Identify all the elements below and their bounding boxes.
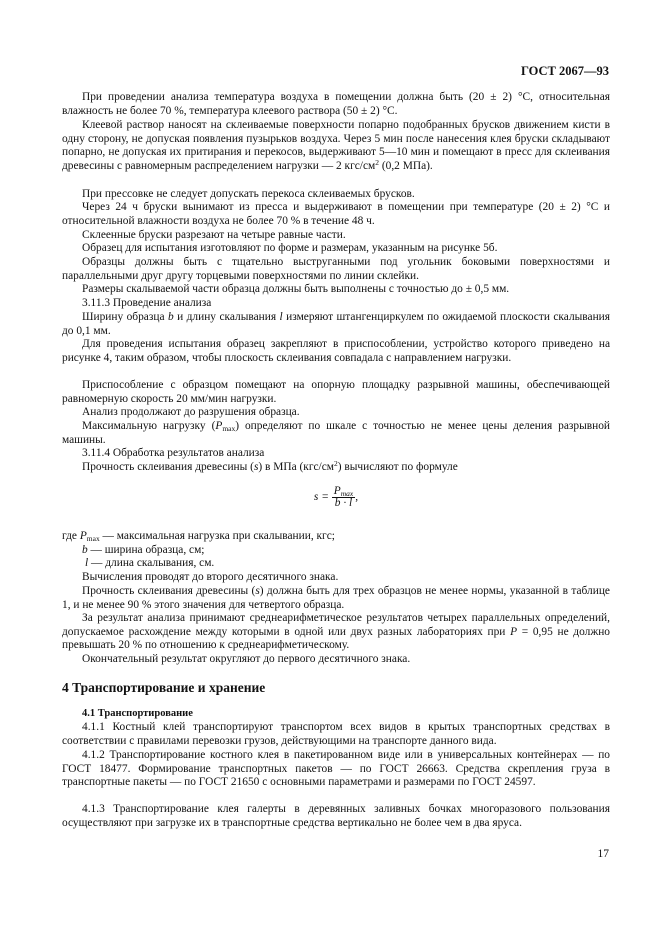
text: — ширина образца, см; (87, 544, 205, 556)
text: ) должна быть для трех образцов не менее нормы, указанной в таблице 1, и не менее 90 % этого значения для четвертого образца. (62, 585, 610, 611)
paragraph: Приспособление с образцом помещают на опорную площадку разрывной машины, обеспечивающей равномерную скорость 20 мм/мин нагрузки. (62, 379, 610, 405)
paragraph (62, 612, 610, 653)
text: Клеевой раствор наносят на склеиваемые поверхности попарно подобранных брусков движением кисти в одну сторону, не допуская появления пузырьков воздуха. Через 5 мин после нанесения клея бруски складывают попарно, не допуская их притирания и перекосов, выдерживают 5—10 мин и помещают в пресс для склеивания древесины с равномерным распределением нагрузки — 2 кгс/см (62, 119, 610, 172)
definition (85, 557, 605, 571)
subscript: max (222, 424, 236, 433)
superscript: 2 (333, 459, 338, 468)
var-l: l (85, 557, 89, 569)
paragraph (62, 420, 610, 447)
paragraph: Склеенные бруски разрезают на четыре равные части. (82, 229, 346, 241)
text: ) определяют по шкале с точностью не менее цены деления разрывной машины. (62, 420, 611, 446)
paragraph (62, 461, 610, 475)
paragraph: Через 24 ч бруски вынимают из пресса и выдерживают в помещении при температуре (20 ± 2) °С и относительной влажности воздуха не более 70 % в течение 48 ч. (62, 201, 610, 227)
formula (62, 486, 610, 509)
formula-lhs: s = (313, 491, 329, 504)
text: Прочность склеивания древесины ( (82, 461, 254, 473)
paragraph: Для проведения испытания образец закрепляют в приспособлении, устройство которого приведено на рисунке 4, таким образом, чтобы плоскость склеивания совпадала с направлением нагрузки. (62, 338, 610, 364)
text: За результат анализа принимают среднеарифметическое результатов четырех параллельных определений, допускаемое расхождение между которыми в одной или двух разных лабораториях при (62, 612, 610, 638)
paragraph: При проведении анализа температура воздуха в помещении должна быть (20 ± 2) °С, относительная влажность не более 70 %, температура клеевого раствора (50 ± 2) °С. (62, 91, 610, 117)
paragraph: Образец для испытания изготовляют по форме и размерам, указанным на рисунке 5б. (82, 242, 498, 254)
paragraph: 4.1.1 Костный клей транспортируют транспортом всех видов в крытых транспортных средствах в соответствии с правилами перевозки грузов, действующими на транспорте данного вида. (62, 721, 610, 747)
var-s: s (253, 461, 259, 473)
var-l: l (279, 311, 283, 323)
numerator-sub: max (340, 489, 354, 498)
paragraph: Размеры скалываемой части образца должны быть выполнены с точностью до ± 0,5 мм. (82, 283, 510, 295)
text: = 0,95 не должно превышать 20 % по отношению к среднеарифметическому. (62, 625, 610, 652)
var-p: P (510, 625, 518, 638)
text: ) вычисляют по формуле (337, 461, 458, 473)
section-heading: 4 Транспортирование и хранение (62, 680, 266, 695)
text: (0,2 МПа). (378, 159, 433, 172)
subsection-heading: 3.11.4 Обработка результатов анализа (82, 447, 265, 459)
paragraph (62, 119, 610, 173)
subsection-heading: 4.1 Транспортирование (82, 708, 193, 719)
definition (62, 530, 610, 544)
text: Прочность склеивания древесины ( (82, 585, 256, 597)
denominator: b · l (334, 497, 353, 509)
text: ) в МПа (кгс/см (258, 461, 334, 473)
paragraph (62, 585, 610, 612)
paragraph: Вычисления проводят до второго десятичного знака. (82, 571, 339, 583)
paragraph (62, 311, 610, 338)
paragraph: При прессовке не следует допускать перекоса склеиваемых брусков. (82, 188, 415, 200)
var-p: P (79, 530, 87, 542)
text: и длину скалывания (173, 311, 280, 323)
formula-tail: , (355, 491, 359, 504)
subsection-heading: 3.11.3 Проведение анализа (82, 297, 212, 309)
fraction (332, 486, 355, 509)
superscript: 2 (375, 157, 379, 167)
numerator-p: P (333, 485, 341, 497)
paragraph: 4.1.2 Транспортирование костного клея в пакетированном виде или в универсальных контейнерах — по ГОСТ 18477. Формирование транспортных пакетов — по ГОСТ 26663. Средства скрепления груза в транспортные пакеты — по ГОСТ 21650 с основными параметрами и размерами по ГОСТ 24597. (62, 749, 610, 789)
paragraph: Анализ продолжают до разрушения образца. (82, 406, 300, 418)
var-b: b (167, 311, 174, 323)
document-code: ГОСТ 2067—93 (520, 64, 609, 78)
paragraph: Окончательный результат округляют до первого десятичного знака. (82, 653, 411, 665)
page-number: 17 (597, 848, 609, 860)
text: где (62, 530, 80, 542)
text: — длина скалывания, см. (88, 557, 215, 569)
var-b: b (82, 544, 88, 556)
text: измеряют штангенциркулем по ожидаемой плоскости скалывания до 0,1 мм. (62, 311, 610, 337)
var-s: s (255, 585, 260, 597)
text: Ширину образца (82, 311, 168, 323)
text: — максимальная нагрузка при скалывании, кгс; (99, 530, 335, 542)
definition (82, 544, 602, 558)
subscript: max (86, 534, 100, 543)
var-p: P (215, 420, 223, 432)
paragraph: Образцы должны быть с тщательно выструганными под угольник боковыми поверхностями и параллельными друг другу торцевыми поверхностями по линии склейки. (62, 256, 610, 282)
paragraph: 4.1.3 Транспортирование клея галерты в деревянных заливных бочках многоразового пользования осуществляют при загрузке их в транспортные средства вертикально не более чем в два яруса. (62, 803, 610, 829)
text: Максимальную нагрузку ( (82, 420, 216, 432)
